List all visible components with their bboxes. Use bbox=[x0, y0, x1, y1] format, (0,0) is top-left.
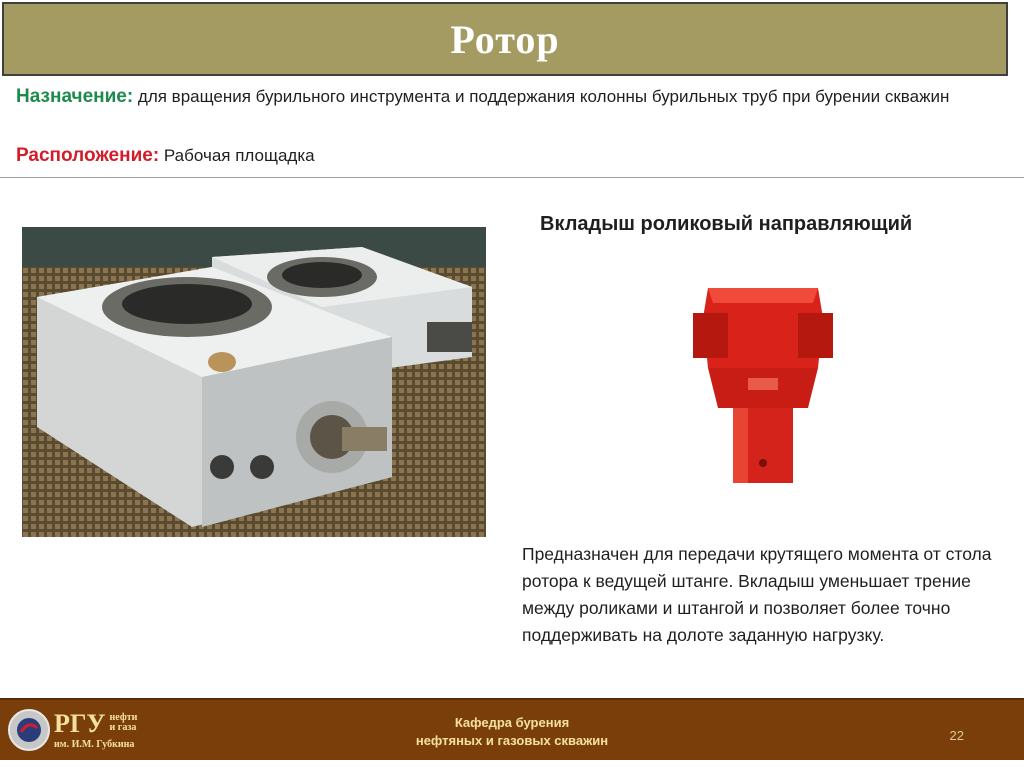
logo-abbr: РГУ bbox=[54, 708, 106, 738]
title-bar bbox=[2, 2, 1008, 76]
insert-description: Предназначен для передачи крутящего момента от стола ротора к ведущей штанге. Вкладыш уменьшает трение между роликами и штангой и позволяет более точно поддерживать на долоте заданную нагрузку. bbox=[522, 544, 992, 645]
footer bbox=[0, 698, 1024, 762]
location-label: Расположение: bbox=[16, 145, 160, 166]
location-paragraph bbox=[16, 145, 315, 167]
rotor-photo bbox=[22, 227, 486, 537]
department-line2: нефтяных и газовых скважин bbox=[415, 733, 609, 748]
purpose-text: для вращения бурильного инструмента и поддержания колонны бурильных труб при бурении скважин bbox=[133, 87, 950, 106]
logo-line3: им. И.М. Губкина bbox=[54, 738, 135, 750]
department-line1: Кафедра бурения bbox=[454, 715, 570, 730]
logo-line1: нефти bbox=[109, 711, 138, 723]
page-number: 22 bbox=[949, 728, 964, 743]
location-text: Рабочая площадка bbox=[159, 146, 315, 165]
insert-title: Вкладыш роликовый направляющий bbox=[540, 213, 913, 235]
slide-title: Ротор bbox=[450, 16, 560, 62]
department-name bbox=[0, 711, 1024, 750]
logo-line2: и газа bbox=[109, 721, 137, 733]
bottom-strip bbox=[0, 760, 1024, 767]
purpose-label: Назначение: bbox=[16, 86, 134, 107]
purpose-paragraph bbox=[16, 84, 976, 110]
divider bbox=[0, 177, 1024, 178]
roller-insert-image bbox=[688, 278, 838, 493]
